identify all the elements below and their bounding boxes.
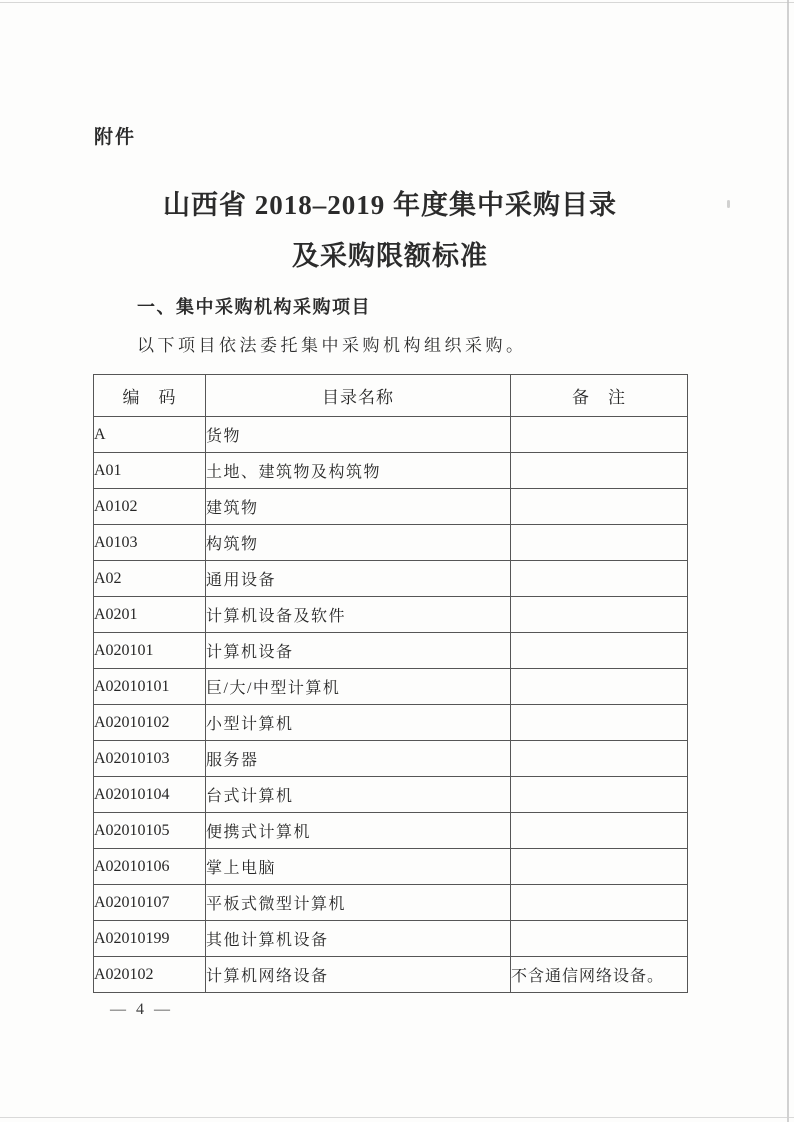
scan-edge-top	[0, 2, 794, 3]
intro-text: 以下项目依法委托集中采购机构组织采购。	[137, 336, 527, 355]
table-row	[94, 561, 688, 597]
remark-cell	[511, 417, 688, 453]
name-cell: 通用设备	[206, 561, 511, 597]
code-cell: A0102	[94, 489, 206, 525]
name-cell: 货物	[206, 417, 511, 453]
header-code: 编 码	[94, 375, 206, 417]
page-number: — 4 —	[110, 1001, 173, 1018]
document-title-line1: 山西省 2018–2019 年度集中采购目录	[163, 190, 617, 220]
code-cell: A0201	[94, 597, 206, 633]
name-cell: 服务器	[206, 741, 511, 777]
name-cell: 土地、建筑物及构筑物	[206, 453, 511, 489]
code-cell: A01	[94, 453, 206, 489]
remark-cell	[511, 633, 688, 669]
name-cell: 建筑物	[206, 489, 511, 525]
table-header-row	[94, 375, 688, 417]
scan-edge-bottom	[0, 1117, 794, 1118]
remark-cell: 不含通信网络设备。	[511, 957, 688, 993]
remark-cell	[511, 561, 688, 597]
document-title-line2: 及采购限额标准	[292, 241, 488, 271]
table-row	[94, 525, 688, 561]
table-row	[94, 597, 688, 633]
code-cell: A02010105	[94, 813, 206, 849]
remark-cell	[511, 705, 688, 741]
document-title	[93, 180, 687, 282]
procurement-catalog-table	[93, 374, 688, 993]
remark-cell	[511, 813, 688, 849]
name-cell: 构筑物	[206, 525, 511, 561]
remark-cell	[511, 669, 688, 705]
code-cell: A020101	[94, 633, 206, 669]
attachment-label: 附件	[94, 127, 137, 148]
table-row	[94, 813, 688, 849]
remark-cell	[511, 885, 688, 921]
remark-cell	[511, 489, 688, 525]
remark-cell	[511, 777, 688, 813]
table-row	[94, 417, 688, 453]
name-cell: 计算机设备及软件	[206, 597, 511, 633]
table-row	[94, 777, 688, 813]
code-cell: A02010107	[94, 885, 206, 921]
table-row	[94, 741, 688, 777]
remark-cell	[511, 597, 688, 633]
name-cell: 便携式计算机	[206, 813, 511, 849]
name-cell: 小型计算机	[206, 705, 511, 741]
name-cell: 计算机设备	[206, 633, 511, 669]
code-cell: A0103	[94, 525, 206, 561]
name-cell: 台式计算机	[206, 777, 511, 813]
code-cell: A02010199	[94, 921, 206, 957]
code-cell: A020102	[94, 957, 206, 993]
remark-cell	[511, 525, 688, 561]
table-row	[94, 885, 688, 921]
code-cell: A	[94, 417, 206, 453]
scan-edge-right	[787, 0, 789, 1122]
name-cell: 平板式微型计算机	[206, 885, 511, 921]
table-row	[94, 489, 688, 525]
code-cell: A02010106	[94, 849, 206, 885]
code-cell: A02	[94, 561, 206, 597]
name-cell: 其他计算机设备	[206, 921, 511, 957]
remark-cell	[511, 921, 688, 957]
header-name: 目录名称	[206, 375, 511, 417]
table-row	[94, 957, 688, 993]
table-row	[94, 453, 688, 489]
header-remark: 备 注	[511, 375, 688, 417]
section-heading: 一、集中采购机构采购项目	[137, 297, 371, 317]
code-cell: A02010101	[94, 669, 206, 705]
table-row	[94, 669, 688, 705]
name-cell: 计算机网络设备	[206, 957, 511, 993]
remark-cell	[511, 741, 688, 777]
code-cell: A02010104	[94, 777, 206, 813]
table-row	[94, 849, 688, 885]
scan-speck	[727, 200, 730, 208]
remark-cell	[511, 849, 688, 885]
remark-cell	[511, 453, 688, 489]
table-row	[94, 633, 688, 669]
name-cell: 掌上电脑	[206, 849, 511, 885]
table-row	[94, 705, 688, 741]
table-row	[94, 921, 688, 957]
code-cell: A02010103	[94, 741, 206, 777]
name-cell: 巨/大/中型计算机	[206, 669, 511, 705]
code-cell: A02010102	[94, 705, 206, 741]
